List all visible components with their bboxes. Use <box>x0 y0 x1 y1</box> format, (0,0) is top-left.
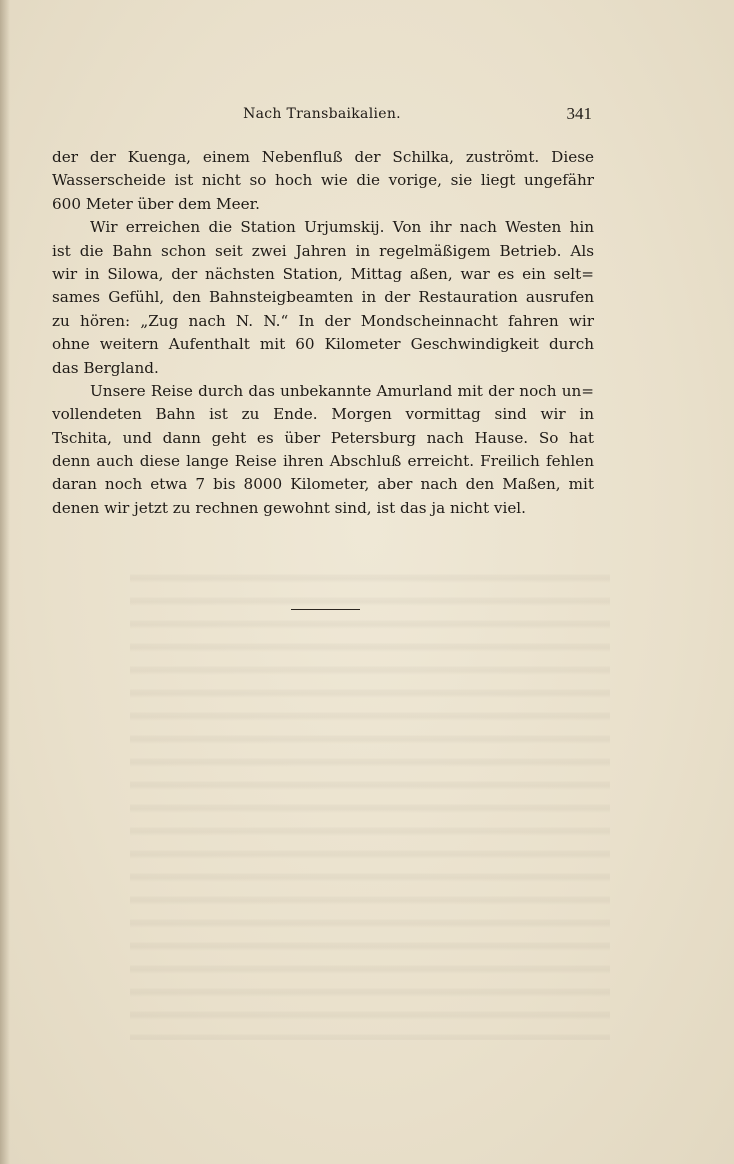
text-line: sames Gefühl, den Bahnsteigbeamten in der Restauration ausrufen <box>52 288 594 307</box>
text-line: das Bergland. <box>52 358 159 377</box>
show-through-texture <box>130 560 610 1040</box>
paragraph-1 <box>52 146 594 216</box>
text-line: 600 Meter über dem Meer. <box>52 194 260 213</box>
text-line: Unsere Reise durch das unbekannte Amurland mit der noch un= <box>90 381 594 400</box>
section-end-rule <box>291 609 360 610</box>
page-number: 341 <box>566 104 592 123</box>
text-line: ist die Bahn schon seit zwei Jahren in regelmäßigem Betrieb. Als <box>52 241 594 260</box>
body-text <box>52 146 594 520</box>
text-line: denen wir jetzt zu rechnen gewohnt sind, ist das ja nicht viel. <box>52 498 526 517</box>
text-line: Wir erreichen die Station Urjumskij. Von ihr nach Westen hin <box>90 218 594 237</box>
text-line: zu hören: „Zug nach N. N.“ In der Mondscheinnacht fahren wir <box>52 311 594 330</box>
text-line: der der Kuenga, einem Nebenfluß der Schilka, zuströmt. Diese <box>52 148 594 166</box>
paragraph-2 <box>52 216 594 380</box>
text-line: ohne weitern Aufenthalt mit 60 Kilometer Geschwindigkeit durch <box>52 335 594 354</box>
text-line: wir in Silowa, der nächsten Station, Mittag aßen, war es ein selt= <box>52 264 594 283</box>
page-gutter-shadow <box>0 0 10 1164</box>
text-line: vollendeten Bahn ist zu Ende. Morgen vormittag sind wir in <box>52 405 594 424</box>
text-line: Wasserscheide ist nicht so hoch wie die vorige, sie liegt ungefähr <box>52 171 594 190</box>
running-head: Nach Transbaikalien. <box>243 106 401 122</box>
text-line: denn auch diese lange Reise ihren Abschluß erreicht. Freilich fehlen <box>52 452 594 471</box>
paragraph-3 <box>52 380 594 520</box>
text-line: daran noch etwa 7 bis 8000 Kilometer, aber nach den Maßen, mit <box>52 475 594 494</box>
page-header <box>52 104 592 130</box>
text-line: Tschita, und dann geht es über Petersburg nach Hause. So hat <box>52 428 594 447</box>
